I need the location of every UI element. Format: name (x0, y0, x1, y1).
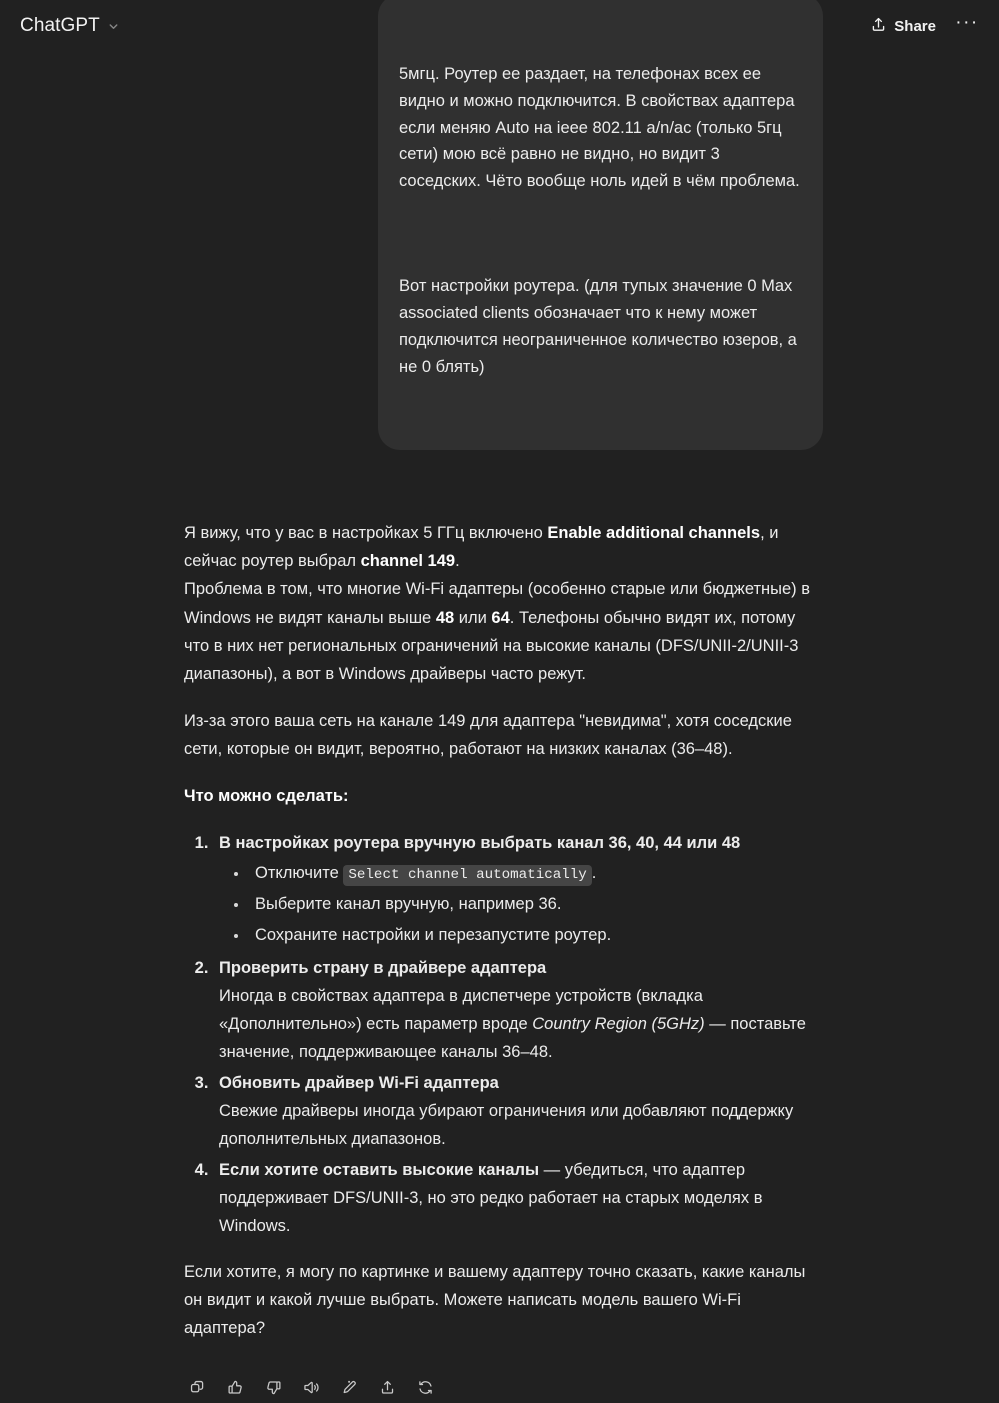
user-paragraph-1: 5мгц. Роутер ее раздает, на телефонах всех ее видно и можно подключится. В свойствах адаптера если меняю Auto на ieee 802.11 a/n/ac (только 5гц сети) мою всё равно не видно, но видит 3 соседских. Чёто вообще ноль идей в чём проблема. (399, 64, 800, 191)
copy-button[interactable] (182, 1373, 212, 1403)
steps-list (184, 829, 823, 1241)
step-2-title: Проверить страну в драйвере адаптера (219, 959, 547, 978)
share-button[interactable] (859, 9, 947, 44)
conversation-thread (0, 53, 999, 1337)
italic-country-region: Country Region (5GHz) (532, 1015, 705, 1034)
thumbs-down-icon (265, 1379, 282, 1396)
text-run: . (591, 863, 597, 882)
text-run: Отключите (255, 863, 344, 882)
step-3-body: Свежие драйверы иногда убирают ограничения или добавляют поддержку дополнительных диапазонов. (219, 1102, 794, 1149)
edit-in-canvas-button[interactable] (334, 1373, 364, 1403)
step-item-1 (213, 829, 823, 949)
message-column (0, 53, 999, 1403)
share-upload-icon (870, 16, 887, 37)
read-aloud-button[interactable] (296, 1373, 326, 1403)
assistant-heading-what-to-do (184, 782, 823, 810)
bold-enable-additional-channels: Enable additional channels (547, 524, 761, 543)
step-item-4 (213, 1156, 823, 1240)
bold-channel-149: channel 149 (360, 552, 456, 571)
bold-64: 64 (491, 608, 510, 627)
edit-sparkle-icon (341, 1379, 358, 1396)
text-run: Проблема в том, что многие Wi-Fi адаптеры (особенно старые или бюджетные) в Windows не видят каналы выше (184, 580, 811, 627)
assistant-closing-paragraph: Если хотите, я могу по картинке и вашему адаптеру точно сказать, какие каналы он видит и какой лучше выбрать. Можете написать модель вашего Wi-Fi адаптера? (184, 1262, 806, 1337)
assistant-paragraph-2 (184, 575, 823, 687)
thumbs-up-icon (227, 1379, 244, 1396)
brand-label: ChatGPT (20, 15, 100, 36)
list-item: • Выберите канал вручную, например 36. (249, 890, 823, 918)
bold-48: 48 (435, 608, 455, 627)
text-run: . Телефоны обычно видят их, потому что в них нет региональных ограничений на высокие каналы (DFS/UNII-2/UNII-3 диапазоны), а вот в Windows драйверы часто режут. (184, 608, 799, 683)
text-run: Я вижу, что у вас в настройках 5 ГГц включено (184, 524, 548, 543)
share-upload-icon (379, 1379, 396, 1396)
heading-text: Что можно сделать: (184, 786, 349, 805)
copy-icon (189, 1379, 206, 1396)
step-item-3 (213, 1069, 823, 1153)
user-message-row (0, 53, 999, 450)
share-message-button[interactable] (372, 1373, 402, 1403)
assistant-paragraph-3: Из-за этого ваша сеть на канале 149 для адаптера "невидима", хотя соседские сети, которые он видит, вероятно, работают на низких каналах (36–48). (184, 711, 792, 758)
step-2-body (219, 987, 806, 1061)
chevron-down-icon (107, 20, 120, 33)
text-run: . (455, 552, 460, 571)
user-message-bubble (378, 0, 823, 450)
text-run: — поставьте значение, поддерживающее каналы 36–48. (219, 1015, 806, 1062)
regenerate-icon (417, 1379, 434, 1396)
step-1-bullets (219, 859, 823, 949)
spacer (0, 450, 999, 519)
user-paragraph-2: Вот настройки роутера. (для тупых значение 0 Max associated clients обозначает что к нему может подключится неограниченное количество юзеров, а не 0 блять) (399, 277, 802, 376)
step-4-title: Если хотите оставить высокие каналы (219, 1161, 540, 1180)
inline-code-select-channel-automatically: Select channel automatically (343, 865, 591, 886)
read-aloud-icon (303, 1379, 320, 1396)
text-run: Иногда в свойствах адаптера в диспетчере устройств (вкладка «Дополнительно») есть параметр вроде (219, 987, 703, 1034)
list-item: • Сохраните настройки и перезапустите роутер. (249, 921, 823, 949)
chatgpt-model-menu[interactable] (16, 11, 128, 42)
more-options-button[interactable]: ··· (955, 12, 979, 33)
list-item (249, 859, 823, 887)
regenerate-button[interactable] (410, 1373, 440, 1403)
share-label: Share (894, 18, 936, 35)
text-run: , и сейчас роутер выбрал (184, 524, 779, 571)
thumbs-down-button[interactable] (258, 1373, 288, 1403)
assistant-paragraph-1 (184, 519, 823, 575)
step-1-title: В настройках роутера вручную выбрать канал 36, 40, 44 или 48 (219, 833, 741, 852)
assistant-message (0, 519, 999, 1341)
step-3-title: Обновить драйвер Wi-Fi адаптера (219, 1074, 499, 1093)
step-item-2 (213, 954, 823, 1066)
message-action-toolbar (0, 1361, 999, 1403)
thumbs-up-button[interactable] (220, 1373, 250, 1403)
step-4-body: — убедиться, что адаптер поддерживает DFS/UNII-3, но это редко работает на старых моделях в Windows. (219, 1161, 763, 1236)
text-run: или (454, 608, 492, 627)
